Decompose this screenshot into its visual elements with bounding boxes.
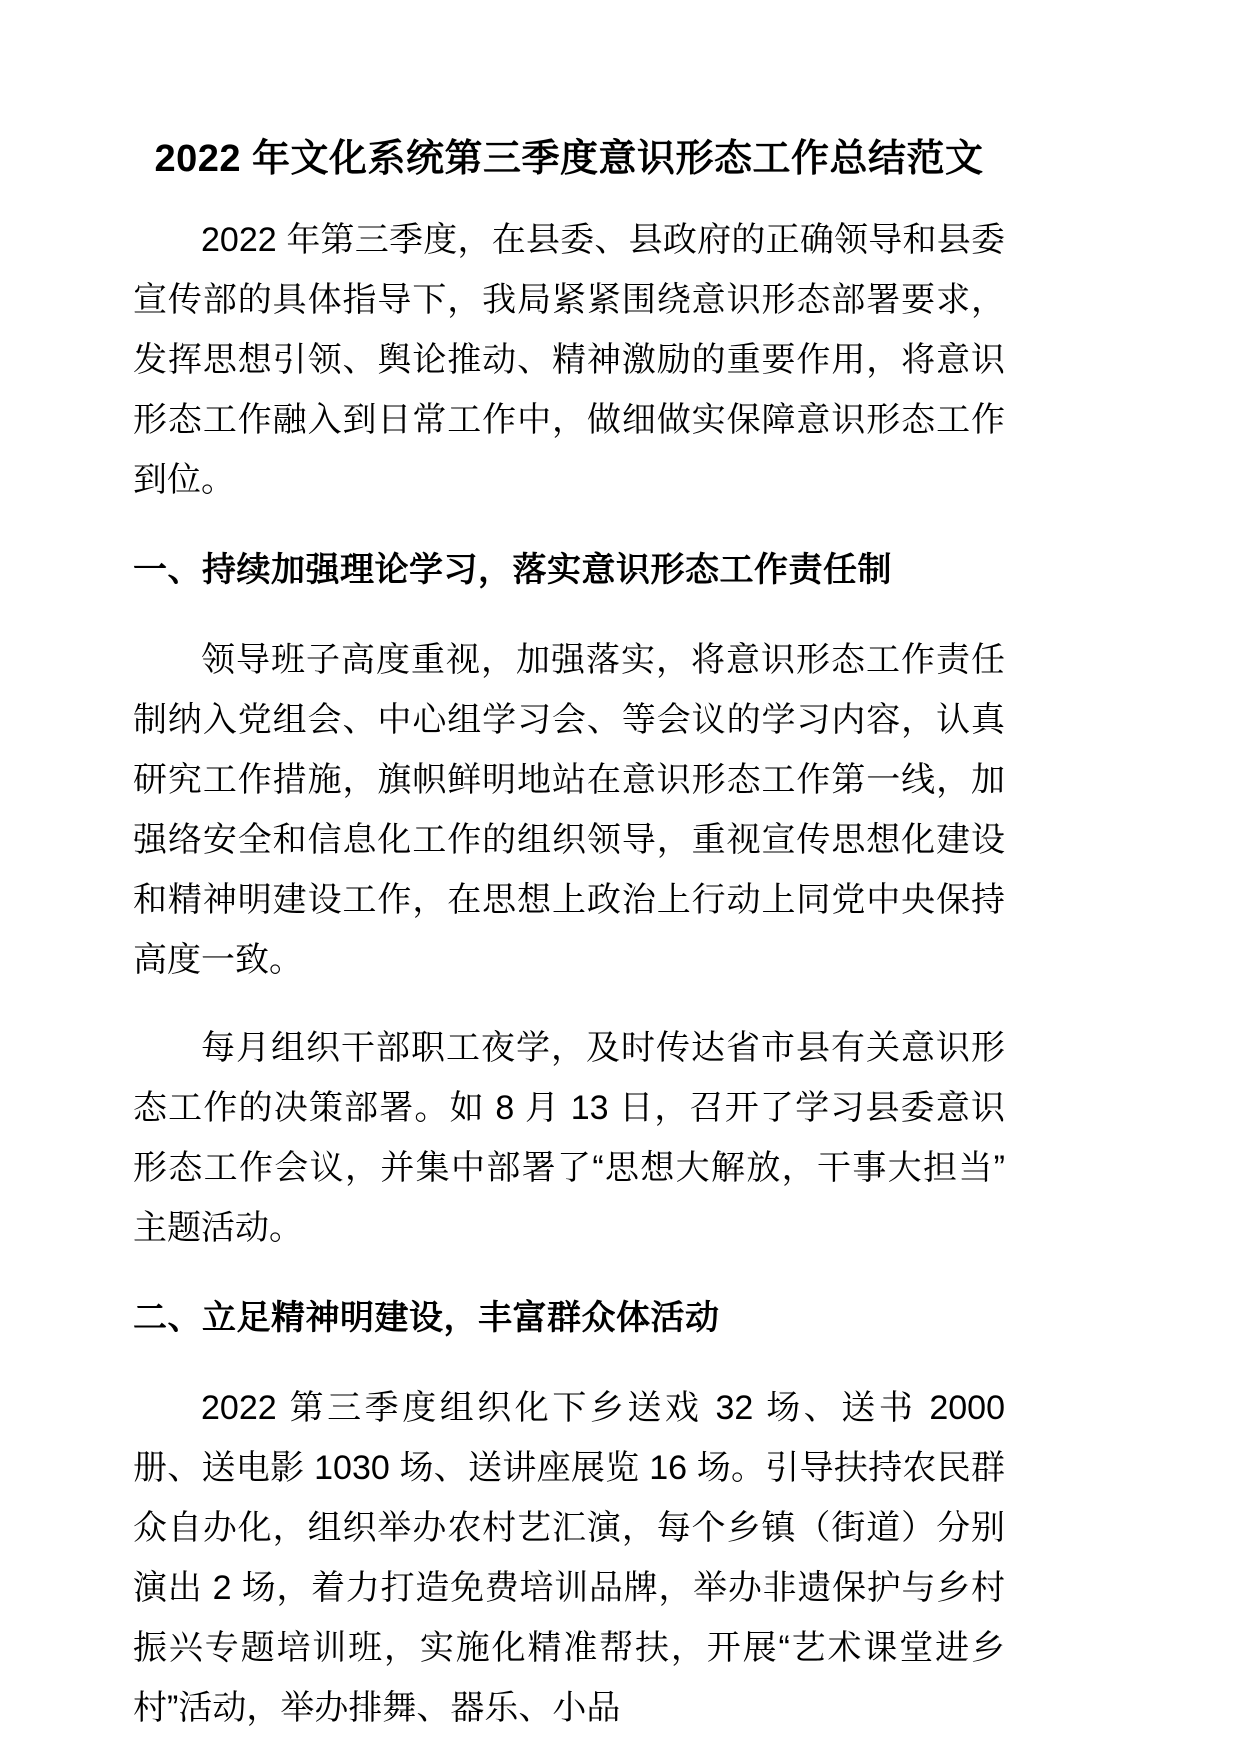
document-body: [133, 0, 1005, 1738]
section-one-paragraph-one: 领导班子高度重视，加强落实，将意识形态工作责任制纳入党组会、中心组学习会、等会议的学习内容，认真研究工作措施，旗帜鲜明地站在意识形态工作第一线，加强络安全和信息化工作的组织领导，重视宣传思想化建设和精神明建设工作，在思想上政治上行动上同党中央保持高度一致。: [133, 640, 1005, 979]
intro-paragraph: 2022 年第三季度，在县委、县政府的正确领导和县委宣传部的具体指导下，我局紧紧围绕意识形态部署要求，发挥思想引领、舆论推动、精神激励的重要作用，将意识形态工作融入到日常工作中，做细做实保障意识形态工作到位。: [133, 220, 1005, 499]
section-one-paragraph-two: 每月组织干部职工夜学，及时传达省市县有关意识形态工作的决策部署。如 8 月 13 日，召开了学习县委意识形态工作会议，并集中部署了“思想大解放，干事大担当”主题活动。: [133, 1028, 1005, 1247]
spacer-between-paragraphs: [133, 990, 1005, 1018]
section-heading-one: 一、持续加强理论学习，落实意识形态工作责任制: [133, 550, 892, 589]
spacer-before-section-one: [133, 510, 1005, 540]
spacer-after-section-one: [133, 600, 1005, 630]
spacer-before-section-two: [133, 1258, 1005, 1288]
section-two-paragraph-one: 2022 第三季度组织化下乡送戏 32 场、送书 2000 册、送电影 1030 场、送讲座展览 16 场。引导扶持农民群众自办化，组织举办农村艺汇演，每个乡镇（街道）分别演出 2 场，着力打造免费培训品牌，举办非遗保护与乡村振兴专题培训班，实施化精准帮扶，开展“艺术课堂进乡村”活动，举办排舞、器乐、小品: [133, 1388, 1005, 1727]
page-title: 2022 年文化系统第三季度意识形态工作总结范文: [154, 138, 984, 180]
spacer-after-section-two: [133, 1348, 1005, 1378]
spacer-after-title: [133, 184, 1005, 210]
section-heading-two: 二、立足精神明建设，丰富群众体活动: [133, 1298, 720, 1337]
